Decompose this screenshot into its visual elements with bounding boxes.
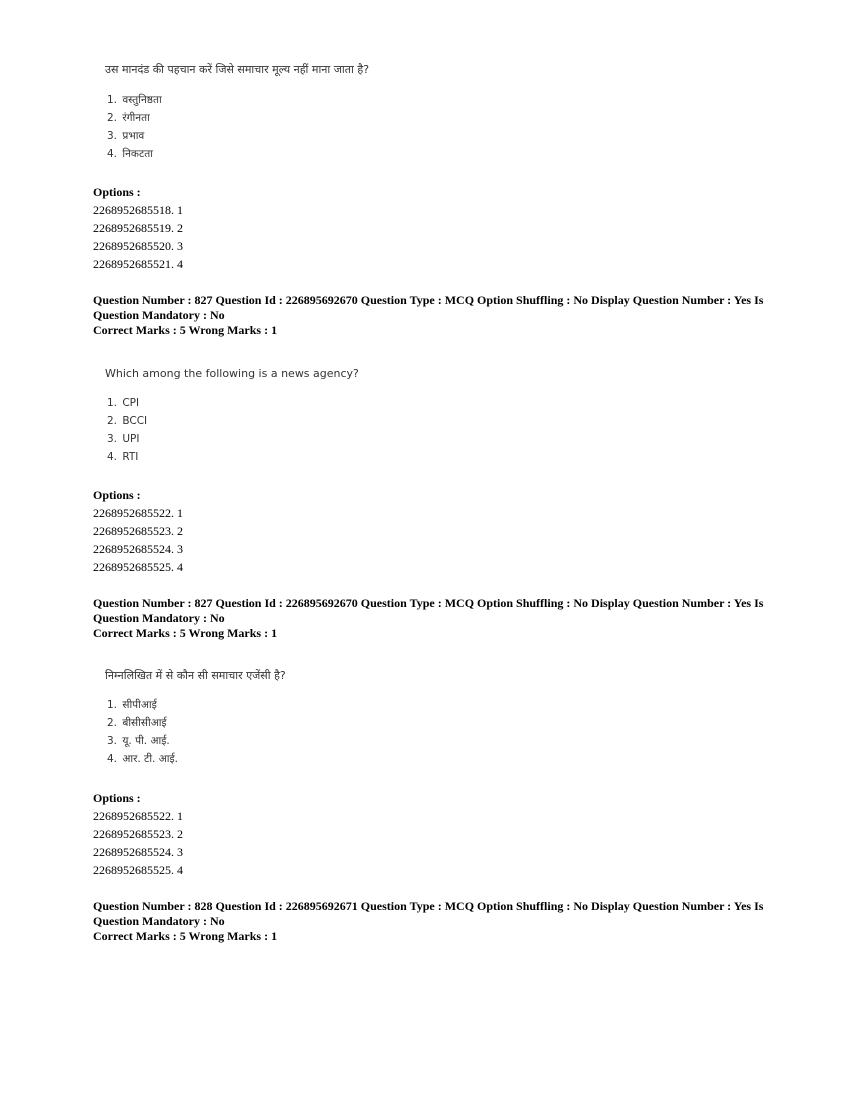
q1-options-label: Options : [93, 185, 141, 199]
q2-choice-2: 2. BCCI [107, 415, 148, 427]
q2-option-id-4: 2268952685525. 4 [93, 560, 183, 574]
q3-option-id-1: 2268952685522. 1 [93, 809, 183, 823]
q1-option-id-3: 2268952685520. 3 [93, 239, 183, 253]
q1-choice-2: 2. रंगीनता [107, 112, 150, 124]
q3-option-id-2: 2268952685523. 2 [93, 827, 183, 841]
q4-marks: Correct Marks : 5 Wrong Marks : 1 [93, 929, 278, 943]
q1-choice-3: 3. प्रभाव [107, 130, 145, 142]
q2-question-text: Which among the following is a news agency? [105, 367, 359, 380]
q3-marks: Correct Marks : 5 Wrong Marks : 1 [93, 626, 278, 640]
q1-option-id-4: 2268952685521. 4 [93, 257, 183, 271]
q2-choices [107, 394, 147, 466]
q1-question-text: उस मानदंड की पहचान करें जिसे समाचार मूल्य नहीं माना जाता है? [105, 63, 370, 76]
q3-choice-2: 2. बीसीसीआई [107, 717, 167, 729]
q3-options-label: Options : [93, 791, 141, 805]
q3-question-text: निम्नलिखित में से कौन सी समाचार एजेंसी है? [105, 669, 286, 682]
q2-choice-4: 4. RTI [107, 451, 139, 463]
q2-option-id-1: 2268952685522. 1 [93, 506, 183, 520]
q1-choice-1: 1. वस्तुनिष्ठता [107, 94, 162, 106]
q3-option-id-3: 2268952685524. 3 [93, 845, 183, 859]
q3-choice-4: 4. आर. टी. आई. [107, 753, 178, 765]
q1-choices [107, 91, 162, 163]
q3-meta: Question Number : 827 Question Id : 226895692670 Question Type : MCQ Option Shuffling : No Display Question Number : Yes Is Question Mandatory : No [93, 596, 764, 625]
q3-choices [107, 696, 178, 768]
q3-choice-3: 3. यू. पी. आई. [107, 735, 170, 747]
q4-meta: Question Number : 828 Question Id : 226895692671 Question Type : MCQ Option Shuffling : No Display Question Number : Yes Is Question Mandatory : No [93, 899, 764, 928]
q2-option-id-3: 2268952685524. 3 [93, 542, 183, 556]
q1-option-id-2: 2268952685519. 2 [93, 221, 183, 235]
q1-option-id-1: 2268952685518. 1 [93, 203, 183, 217]
q2-choice-1: 1. CPI [107, 397, 140, 409]
q2-choice-3: 3. UPI [107, 433, 140, 445]
q1-choice-4: 4. निकटता [107, 148, 153, 160]
q2-option-id-2: 2268952685523. 2 [93, 524, 183, 538]
q2-options-label: Options : [93, 488, 141, 502]
q3-choice-1: 1. सीपीआई [107, 699, 157, 711]
q2-marks: Correct Marks : 5 Wrong Marks : 1 [93, 323, 278, 337]
q2-meta: Question Number : 827 Question Id : 226895692670 Question Type : MCQ Option Shuffling : No Display Question Number : Yes Is Question Mandatory : No [93, 293, 764, 322]
q3-option-id-4: 2268952685525. 4 [93, 863, 183, 877]
